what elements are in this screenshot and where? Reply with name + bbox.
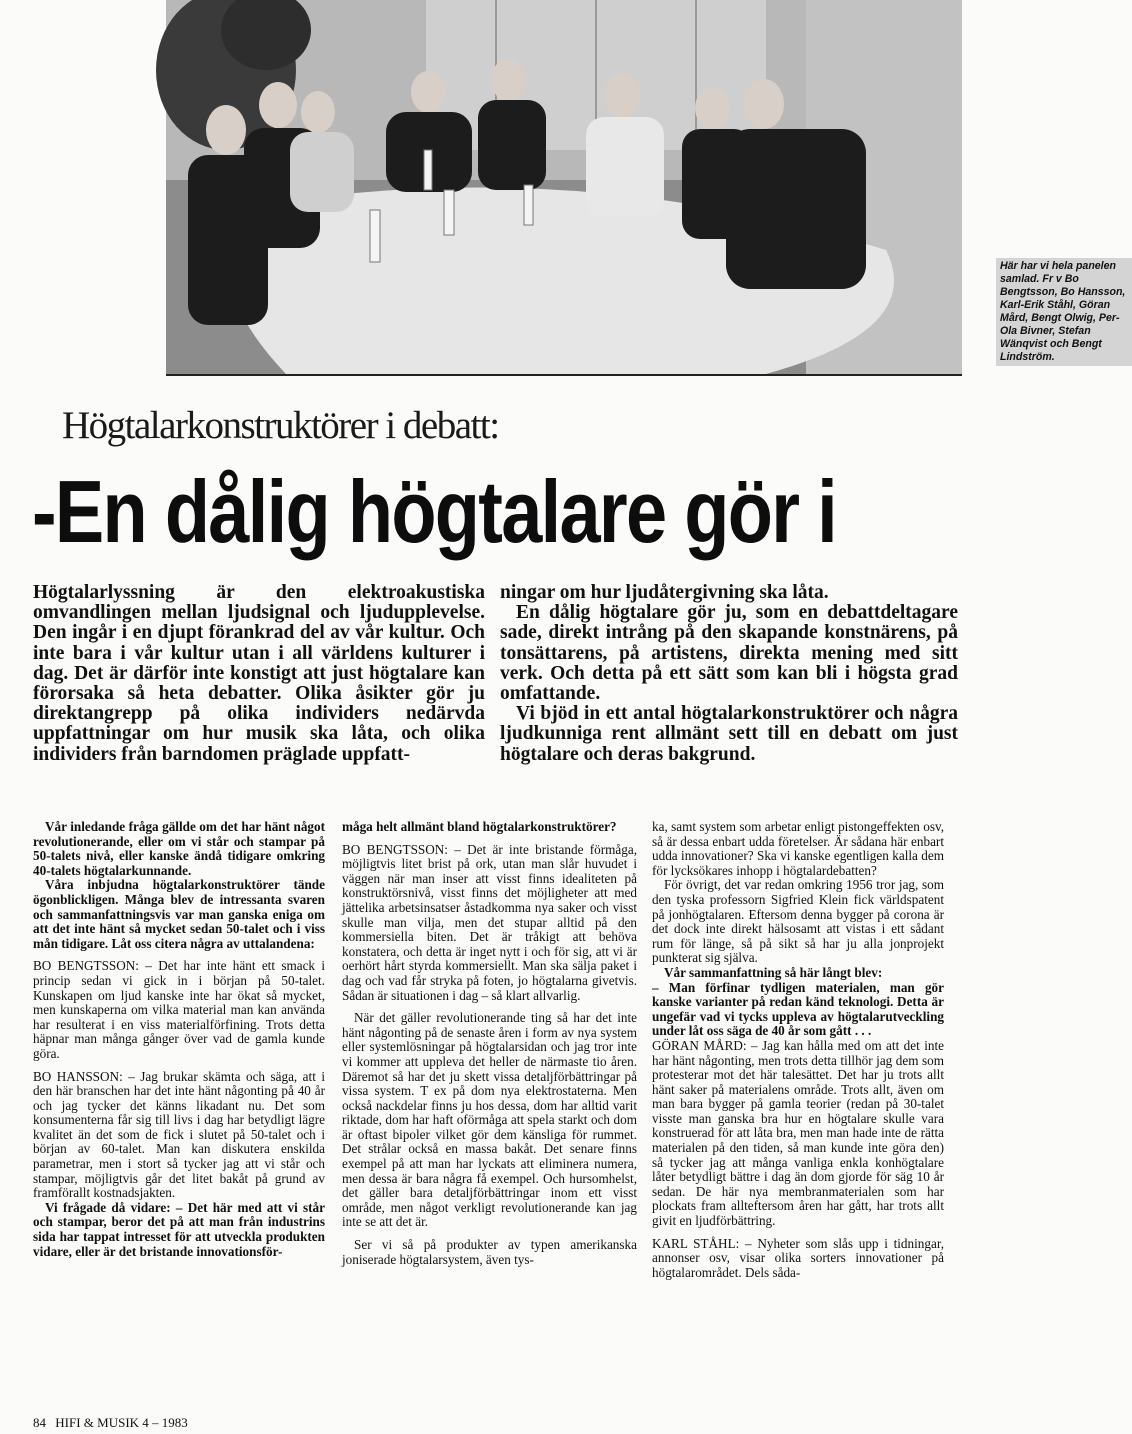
body-paragraph: BO BENGTSSON: – Det är inte bristande förmåga, möjligtvis litet brist på ork, utan man slår huvudet i väggen när man inser att visst finns idealiteten på konstruktörsnivå, visst finns det möjligheter att med jättelika arbetsinsatser åstadkomma nya saker och visst skulle man vilja, men det stupar alltid på den kommersiella biten. Det är tråkigt att behöva konstatera, och detta är inget nytt i och för sig, att vi är oerhört hårt styrda kommersiellt. Man ska sälja paket i dag och vad får stryka på foten, jo högtalarna givetvis. Sådan är situationen i dag – så klart allvarlig. [342, 841, 637, 1003]
page-number: 84 [33, 1415, 46, 1430]
body-column-3 [652, 820, 944, 1280]
panel-photo [166, 0, 1126, 376]
photo-caption: Här har vi hela panelen samlad. Fr v Bo Bengtsson, Bo Hansson, Karl-Erik Ståhl, Göran Mård, Bengt Olwig, Per-Ola Bivner, Stefan Wänqvist och Bengt Lindström. [996, 258, 1132, 366]
body-paragraph: måga helt allmänt bland högtalarkonstruktörer? [342, 819, 617, 834]
page-footer [33, 1415, 194, 1431]
body-paragraph: För övrigt, det var redan omkring 1956 tror jag, som den tyska professorn Sigfried Klein fick världspatent på jonhögtalaren. Eftersom denna bygger på corona är det dock inte direkt hälsosamt att vistas i ett sådant rum för länge, så på sikt så har ju alla jonprojekt punkterat sig själva. [652, 877, 944, 966]
body-column-2 [342, 820, 637, 1267]
magazine-issue: HIFI & MUSIK 4 – 1983 [55, 1415, 188, 1430]
body-paragraph: BO BENGTSSON: – Det har inte hänt ett smack i princip sedan vi gick in i början på 50-talet. Kunskapen om ljud kanske inte har ökat så mycket, men kunskaperna om vilka material man kan använda har resulterat i en viss materialförfining. Trots detta häpnar man många gånger över vad de gamla kunde göra. [33, 958, 325, 1061]
body-paragraph: ka, samt system som arbetar enligt pistongeffekten osv, så är dessa enbart udda företelser. Är sådana här enbart udda innovationer? Ska vi kanske egentligen kalla dem för lycksökares inhopp i högtalardebatten? [652, 819, 944, 878]
body-column-1 [33, 820, 325, 1259]
lead-paragraph: Vi bjöd in ett antal högtalarkonstruktörer och några ljudkunniga rent allmänt sett till en debatt om just högtalare och deras bakgrund. [500, 703, 958, 765]
body-paragraph: Vår sammanfattning så här långt blev: [664, 964, 883, 980]
body-paragraph: Vi frågade då vidare: – Det här med att vi står och stampar, beror det på att man från industrins sida har tappat intresset för att utveckla produkten vidare, eller är det bristande innovationsför- [33, 1199, 325, 1259]
headline [32, 462, 845, 562]
group-photo-icon [166, 0, 962, 374]
body-paragraph: Våra inbjudna högtalarkonstruktörer tände ögonblickligen. Många blev de intressanta svaren och sammanfattningsvis var man ganska eniga om att det inte hänt så mycket sedan 50-talet och i viss mån tidigare. Låt oss citera några av uttalandena: [33, 877, 325, 951]
body-paragraph: – Man förfinar tydligen materialen, man gör kanske varianter på redan känd teknologi. Detta är ungefär vad vi tycks uppleva av högtalarutveckling under låt oss säga de 40 år som gått . . . [652, 979, 944, 1039]
lead-paragraph: Högtalarlyssning är den elektroakustiska omvandlingen mellan ljudsignal och ljudupplevelse. Den ingår i en djupt förankrad del av vår kultur. Och inte bara i vår kultur utan i all världens kulturer i dag. Det är därför inte konstigt att just högtalare kan förorsaka så heta debatter. Olika åsikter gör ju direktangrepp på olika individers nedärvda uppfattningar om hur musik ska låta, och olika individers från barndomen präglade uppfatt- [33, 582, 485, 765]
headline-text: -En dålig högtalare gör i [32, 462, 837, 561]
lead-column-2 [500, 583, 958, 765]
body-paragraph: Ser vi så på produkter av typen amerikanska joniserade högtalarsystem, även tys- [342, 1237, 637, 1267]
lead-column-1 [33, 583, 485, 765]
body-paragraph: När det gäller revolutionerande ting så har det inte hänt någonting på de senaste åren i form av nya system eller systemlösningar på högtalarsidan och jag tror inte vi kommer att uppleva det heller de närmaste tio åren. Däremot så har det ju skett vissa detaljförbättringar på vissa system. T ex på dom nya elektrostaterna. Men också nackdelar finns ju hos dessa, dom har alltid varit riktade, dom har haft oförmåga att spela starkt och dom är oftast bipoler vilket gör dem känsliga för rummet. Det strålar också en massa bakåt. Det senare finns exempel på att man har lyckats att eliminera numera, men dessa är bara några få exempel. Och hursomhelst, det gäller bara detaljförbättringar inom ett visst område, men något verkligt revolutionerande kan jag inte se att det är. [342, 1010, 637, 1230]
body-paragraph: Vår inledande fråga gällde om det har hänt något revolutionerande, eller om vi står och stampar på 50-talets nivå, eller kanske ändå tidigare omkring 40-talets högtalarkunnande. [33, 819, 325, 878]
body-paragraph: GÖRAN MÅRD: – Jag kan hålla med om att det inte har hänt någonting, men trots detta tillhör jag dem som protesterar mot det här talesättet. Det har ju trots allt hänt saker på materialens område. Trots allt, även om man bara bygger på gamla teorier (redan på 30-talet visste man ganska bra hur en högtalare skulle vara konstruerad för att låta bra, men man hade inte de rätta materialen på den tiden, så man kunde inte göra den) så tycker jag att många vanliga enkla konhögtalare låter betydligt bättre i dag än dom gjorde för säg 10 år sedan. De här nya membranmaterialen som har plockats fram allteftersom åren har gått, har trots allt givit en ljudförbättring. [652, 1037, 944, 1229]
lead-paragraph: En dålig högtalare gör ju, som en debattdeltagare sade, direkt intrång på den skapande konstnärens, på tonsättarens, på artistens, direkta mening med sitt verk. Och detta på ett sätt som kan bli i högsta grad omfattande. [500, 602, 958, 705]
kicker-title: Högtalarkonstruktörer i debatt: [62, 404, 499, 447]
lead-paragraph: ningar om hur ljudåtergivning ska låta. [500, 582, 829, 603]
body-paragraph: BO HANSSON: – Jag brukar skämta och säga, att i den här branschen har det inte hänt någonting på 40 år och jag tycker det känns likadant nu. Det som konsumenterna får sig till livs i dag har betydligt lägre kvalitet än det som de fick i slutet på 50-talet och i början av 60-talet. Man kan diskutera enskilda parametrar, men i stort så tycker jag att vi står och stampar, möjligtvis går det litet bakåt på grund av framförallt kostnadsjakten. [33, 1068, 325, 1201]
body-paragraph: KARL STÅHL: – Nyheter som slås upp i tidningar, annonser osv, visar olika sorters innovationer på högtalarområdet. Dels såda- [652, 1235, 944, 1280]
